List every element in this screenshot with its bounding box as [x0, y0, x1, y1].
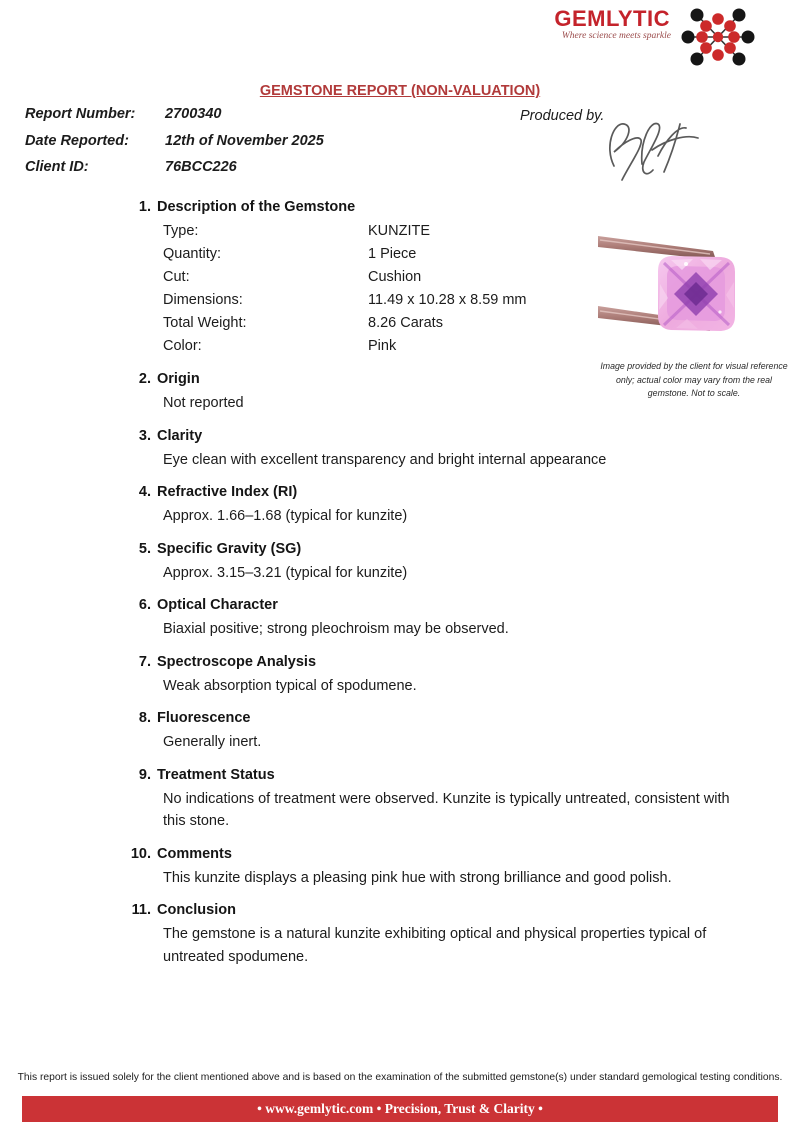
section-conclusion [0, 899, 800, 968]
report-meta [25, 106, 324, 186]
report-number-value: 2700340 [165, 106, 222, 122]
section-heading: Spectroscope Analysis [157, 653, 317, 670]
section-body: The gemstone is a natural kunzite exhibiting optical and physical properties typical of untreated spodumene. [163, 926, 707, 965]
section-number: 3. [138, 427, 151, 444]
client-id-value: 76BCC226 [165, 159, 237, 175]
meta-row-date-reported [25, 133, 324, 160]
section-number: 9. [138, 766, 151, 783]
section-heading: Origin [157, 371, 200, 387]
section-body: Approx. 1.66–1.68 (typical for kunzite) [163, 508, 408, 524]
section-heading: Treatment Status [157, 766, 275, 783]
client-id-label: Client ID: [25, 159, 89, 175]
field-type: Type: KUNZITE [163, 223, 431, 239]
meta-row-client-id [25, 159, 324, 186]
section-body: Generally inert. [163, 734, 262, 750]
section-number: 4. [138, 484, 151, 500]
field-total-weight: Total Weight: 8.26 Carats [163, 315, 443, 331]
section-number: 11. [131, 902, 151, 918]
produced-by-label: Produced by. [520, 108, 605, 124]
section-heading: Optical Character [157, 597, 278, 613]
report-number-label: Report Number: [25, 106, 136, 122]
section-body: This kunzite displays a pleasing pink hue with strong brilliance and good polish. [163, 869, 672, 886]
section-specific-gravity [0, 538, 800, 585]
section-heading: Fluorescence [157, 710, 251, 726]
section-heading: Comments [157, 845, 232, 862]
section-number: 1. [138, 199, 151, 215]
brand-name: GEMLYTIC [554, 6, 670, 31]
footer-disclaimer: This report is issued solely for the client mentioned above and is based on the examination of the submitted gemstone(s) under standard gemological testing conditions. [17, 1072, 783, 1083]
report-sections [0, 196, 800, 978]
section-comments [0, 843, 800, 890]
date-reported-value: 12th of November 2025 [165, 132, 324, 149]
field-cut: Cut: Cushion [163, 269, 422, 285]
section-body: Not reported [163, 395, 244, 411]
section-fluorescence [0, 707, 800, 754]
section-refractive-index [0, 481, 800, 528]
section-heading: Clarity [157, 427, 203, 444]
meta-row-report-number [25, 106, 324, 133]
section-description [0, 196, 800, 358]
signature [598, 112, 703, 190]
section-treatment-status [0, 764, 800, 833]
section-number: 2. [138, 371, 151, 387]
section-body: Biaxial positive; strong pleochroism may be observed. [163, 621, 509, 637]
field-quantity: Quantity: 1 Piece [163, 246, 417, 262]
report-title: GEMSTONE REPORT (NON-VALUATION) [259, 83, 541, 99]
section-origin [0, 368, 800, 415]
section-optical-character [0, 594, 800, 641]
section-clarity [0, 425, 800, 472]
starburst-logo-icon [676, 2, 764, 72]
section-number: 5. [138, 540, 151, 557]
section-heading: Specific Gravity (SG) [157, 540, 302, 557]
description-fields [163, 220, 800, 358]
brand-tagline: Where science meets sparkle [561, 31, 671, 41]
footer-bar: • www.gemlytic.com • Precision, Trust & Clarity • [22, 1096, 778, 1122]
gem-image-caption: Image provided by the client for visual reference only; actual color may vary from the real gemstone. Not to scale. [600, 361, 788, 399]
field-dimensions: Dimensions: 11.49 x 10.28 x 8.59 mm [163, 292, 527, 308]
section-body: Eye clean with excellent transparency and bright internal appearance [163, 451, 607, 468]
section-number: 6. [138, 597, 151, 613]
section-number: 10. [130, 845, 151, 862]
section-spectroscope-analysis [0, 651, 800, 698]
section-number: 8. [138, 710, 151, 726]
section-number: 7. [138, 653, 151, 670]
section-body: Weak absorption typical of spodumene. [163, 677, 417, 694]
section-body: No indications of treatment were observed. Kunzite is typically untreated, consistent with this stone. [163, 790, 730, 829]
section-heading: Description of the Gemstone [157, 199, 356, 215]
section-heading: Conclusion [157, 902, 236, 918]
section-heading: Refractive Index (RI) [157, 484, 298, 500]
section-body: Approx. 3.15–3.21 (typical for kunzite) [163, 564, 408, 581]
field-color: Color: Pink [163, 338, 397, 354]
date-reported-label: Date Reported: [25, 132, 129, 149]
